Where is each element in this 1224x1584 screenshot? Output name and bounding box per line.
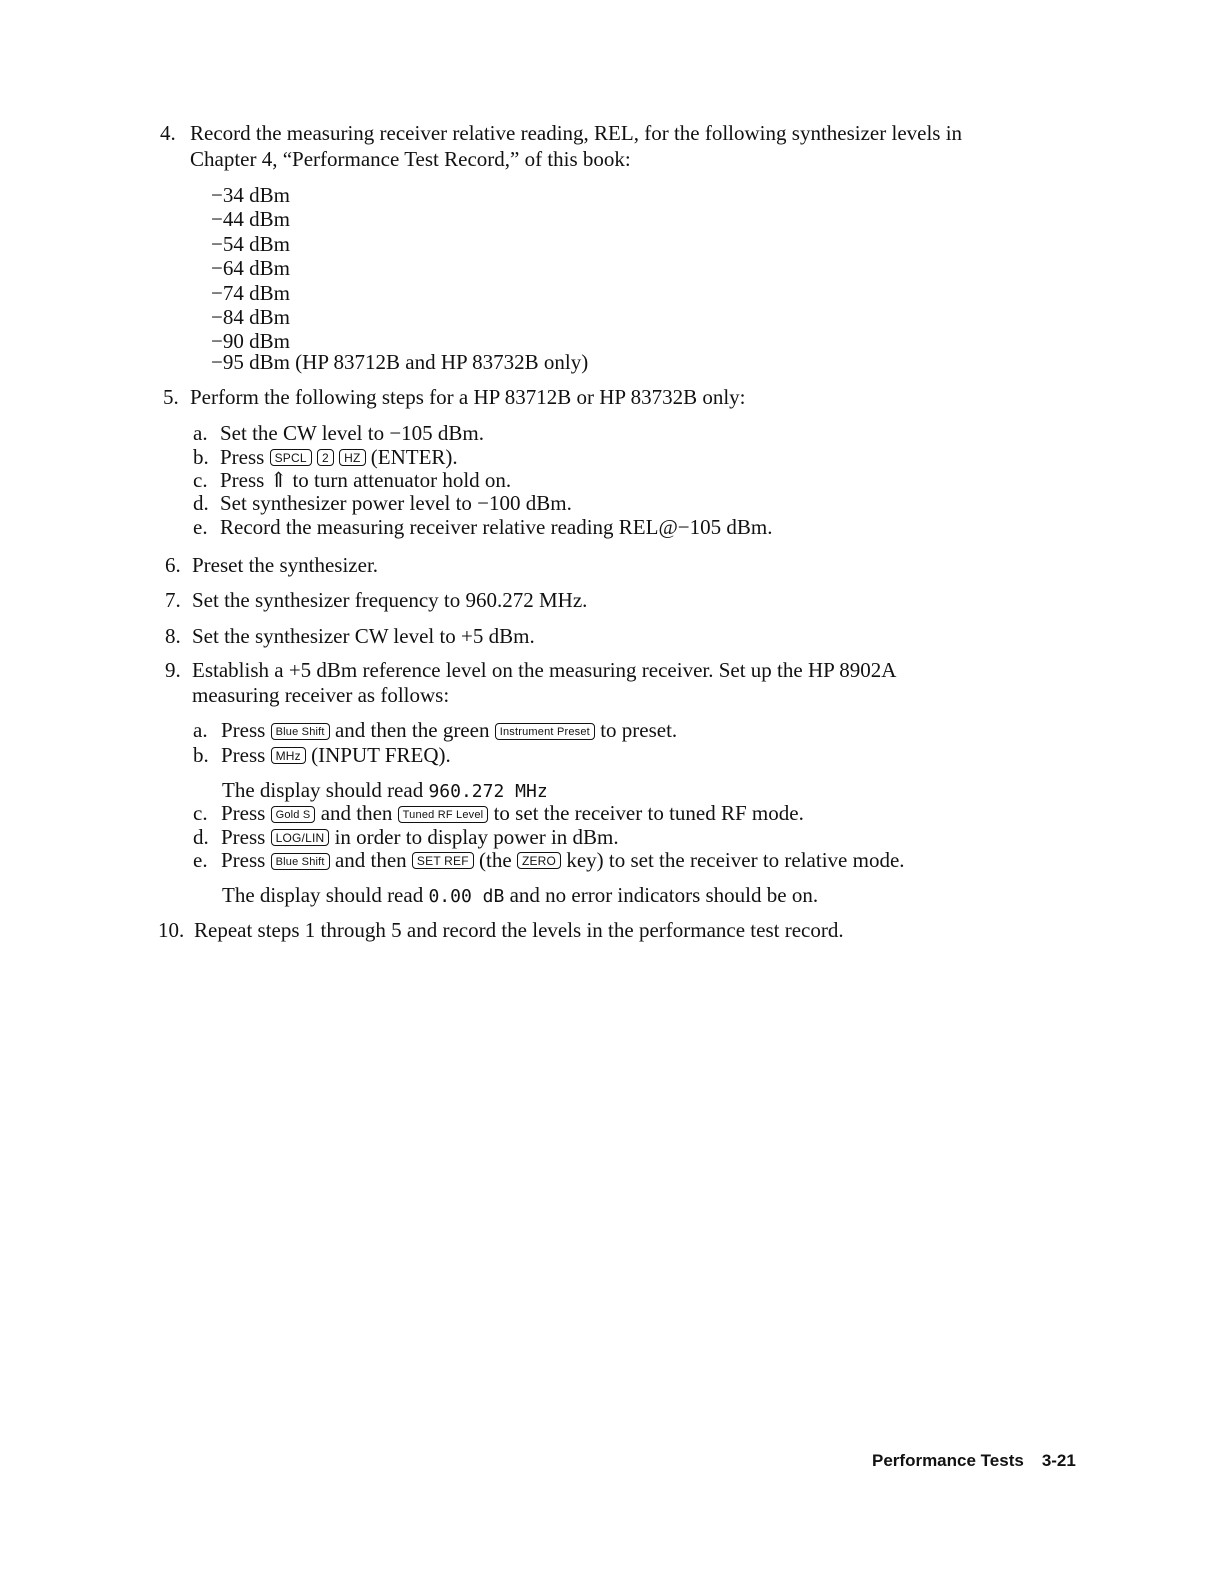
level-item: −95 dBm (HP 83712B and HP 83732B only) [211, 350, 589, 374]
step-7-text: Set the synthesizer frequency to 960.272 MHz. [192, 588, 588, 612]
step-5a-text: Set the CW level to −105 dBm. [220, 421, 485, 445]
key-gold-s: Gold S [271, 806, 316, 823]
substep-label: c. [193, 801, 208, 825]
page-number: 3-21 [1041, 1451, 1076, 1470]
level-item: −34 dBm [211, 183, 290, 207]
display-readout: 0.00 dB [428, 886, 505, 907]
key-spcl: SPCL [270, 449, 312, 466]
key-mhz: MHz [271, 747, 306, 764]
step-number: 9. [165, 658, 181, 682]
key-log-lin: LOG/LIN [271, 829, 330, 846]
key-instrument-preset: Instrument Preset [495, 723, 595, 740]
key-2: 2 [317, 449, 334, 466]
key-blue-shift: Blue Shift [271, 853, 330, 870]
display-note-text: and no error indicators should be on. [509, 883, 819, 907]
level-item: −84 dBm [211, 305, 290, 329]
step-number: 10. [158, 918, 185, 942]
press-word: Press [221, 801, 266, 825]
display-note-text: The display should read [222, 883, 424, 907]
step-9d-rest: in order to display power in dBm. [334, 825, 619, 849]
step-4-line-1: Record the measuring receiver relative reading, REL, for the following synthesizer levels in [190, 121, 963, 145]
connector-text: and then [320, 801, 393, 825]
step-9c-rest: to set the receiver to tuned RF mode. [493, 801, 804, 825]
step-9a-rest: to preset. [600, 718, 678, 742]
footer-section: Performance Tests [872, 1451, 1024, 1470]
press-word: Press [220, 468, 265, 492]
step-number: 7. [165, 588, 181, 612]
level-item: −90 dBm [211, 329, 290, 353]
substep-label: e. [193, 848, 208, 872]
key-blue-shift: Blue Shift [271, 723, 330, 740]
substep-label: c. [193, 468, 208, 492]
display-note-text: The display should read [222, 778, 424, 802]
substep-label: a. [193, 718, 208, 742]
level-item: −64 dBm [211, 256, 290, 280]
connector-text: and then the green [334, 718, 490, 742]
step-9e-rest: key) to set the receiver to relative mode. [566, 848, 905, 872]
step-10-text: Repeat steps 1 through 5 and record the levels in the performance test record. [194, 918, 844, 942]
step-4 [160, 121, 176, 146]
input-freq-note: (INPUT FREQ). [311, 743, 451, 767]
level-item: −74 dBm [211, 281, 290, 305]
step-number: 4. [160, 121, 176, 145]
substep-label: e. [193, 515, 208, 539]
step-9e-text [221, 848, 905, 873]
substep-label: b. [193, 445, 209, 469]
step-5c-text [220, 468, 511, 493]
connector-text: (the [479, 848, 512, 872]
display-note [222, 778, 548, 803]
substep-label: b. [193, 743, 209, 767]
key-set-ref: SET REF [412, 852, 474, 869]
step-5-text: Perform the following steps for a HP 83712B or HP 83732B only: [190, 385, 746, 409]
step-8-text: Set the synthesizer CW level to +5 dBm. [192, 624, 535, 648]
key-tuned-rf-level: Tuned RF Level [398, 806, 489, 823]
up-arrow-icon: ⇑ [269, 468, 288, 492]
substep-label: d. [193, 491, 209, 515]
display-note [222, 883, 818, 908]
key-zero: ZERO [517, 852, 561, 869]
step-9c-text [221, 801, 804, 826]
step-9-line-2: measuring receiver as follows: [192, 683, 450, 707]
step-4-line-2: Chapter 4, “Performance Test Record,” of this book: [190, 147, 631, 171]
substep-label: a. [193, 421, 208, 445]
step-number: 5. [163, 385, 179, 409]
step-9a-text [221, 718, 677, 743]
step-5e-text: Record the measuring receiver relative reading REL@−105 dBm. [220, 515, 773, 539]
enter-note: (ENTER). [370, 445, 458, 469]
step-5b-text [220, 445, 458, 470]
connector-text: and then [334, 848, 407, 872]
step-9d-text [221, 825, 619, 850]
step-5c-rest: to turn attenuator hold on. [292, 468, 512, 492]
substep-label: d. [193, 825, 209, 849]
step-6-text: Preset the synthesizer. [192, 553, 379, 577]
key-hz: HZ [339, 449, 365, 466]
step-5d-text: Set synthesizer power level to −100 dBm. [220, 491, 572, 515]
level-item: −44 dBm [211, 207, 290, 231]
press-word: Press [221, 718, 266, 742]
press-word: Press [221, 825, 266, 849]
page-footer [872, 1451, 1076, 1471]
display-readout: 960.272 MHz [428, 781, 548, 802]
press-word: Press [220, 445, 265, 469]
level-item: −54 dBm [211, 232, 290, 256]
step-9-line-1: Establish a +5 dBm reference level on the measuring receiver. Set up the HP 8902A [192, 658, 897, 682]
step-number: 6. [165, 553, 181, 577]
press-word: Press [221, 743, 266, 767]
press-word: Press [221, 848, 266, 872]
step-9b-text [221, 743, 451, 768]
step-number: 8. [165, 624, 181, 648]
